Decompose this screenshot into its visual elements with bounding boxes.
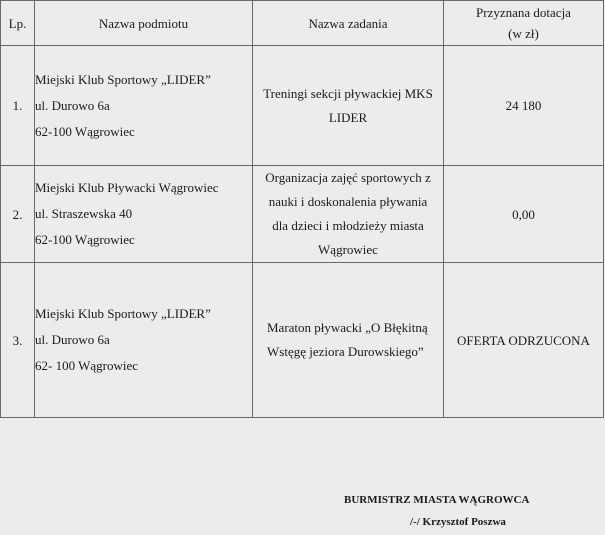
signature-title: BURMISTRZ MIASTA WĄGROWCA (344, 494, 530, 506)
header-grant-line1: Przyznana dotacja (476, 5, 571, 20)
entity-city: 62-100 Wągrowiec (35, 232, 135, 247)
row-grant: 24 180 (444, 46, 604, 166)
row-lp: 2. (1, 166, 35, 263)
task-line: dla dzieci i młodzieży miasta (272, 218, 424, 233)
task-line: Maraton pływacki „O Błękitną (267, 320, 428, 335)
row-lp: 1. (1, 46, 35, 166)
task-line: Wągrowiec (318, 242, 378, 257)
entity-name: Miejski Klub Pływacki Wągrowiec (35, 180, 219, 195)
header-task: Nazwa zadania (253, 1, 444, 46)
task-line: nauki i doskonalenia pływania (268, 194, 428, 209)
signature-name: /-/ Krzysztof Poszwa (410, 516, 506, 528)
row-lp: 3. (1, 263, 35, 418)
entity-city: 62- 100 Wągrowiec (35, 358, 139, 373)
row-task (253, 46, 444, 166)
header-grant (444, 1, 604, 46)
task-line: Organizacja zajęć sportowych z (265, 170, 431, 185)
entity-name: Miejski Klub Sportowy „LIDER” (35, 306, 211, 321)
row-task (253, 263, 444, 418)
entity-city: 62-100 Wągrowiec (35, 123, 135, 139)
row-entity (35, 263, 253, 418)
table-row (1, 46, 604, 166)
table-row (1, 263, 604, 418)
row-grant: OFERTA ODRZUCONA (444, 263, 604, 418)
entity-name: Miejski Klub Sportowy „LIDER” (35, 71, 211, 87)
row-grant: 0,00 (444, 166, 604, 263)
task-line: LIDER (328, 109, 368, 125)
entity-street: ul. Durowo 6a (35, 97, 110, 113)
header-lp: Lp. (1, 1, 35, 46)
task-line: Wstęgę jeziora Durowskiego” (267, 344, 424, 359)
header-grant-line2: (w zł) (508, 26, 539, 41)
header-row (1, 1, 604, 46)
row-entity (35, 166, 253, 263)
table-row (1, 166, 604, 263)
task-line: Treningi sekcji pływackiej MKS (263, 85, 433, 101)
row-entity (35, 46, 253, 166)
row-task (253, 166, 444, 263)
entity-street: ul. Durowo 6a (35, 332, 110, 347)
header-entity: Nazwa podmiotu (35, 1, 253, 46)
entity-street: ul. Straszewska 40 (35, 206, 133, 221)
